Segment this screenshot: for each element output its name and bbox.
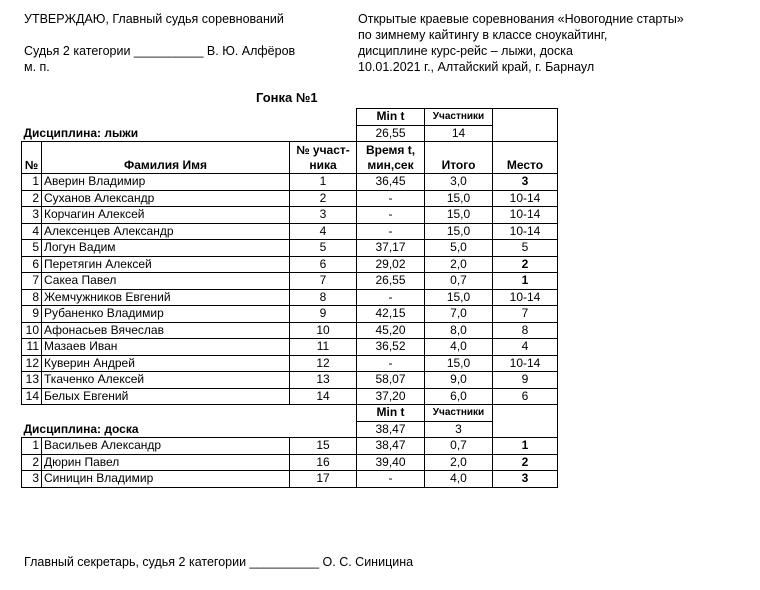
- bib-number: 6: [290, 256, 357, 273]
- row-number: 13: [22, 372, 42, 389]
- participant-name: Корчагин Алексей: [42, 207, 290, 224]
- race-time: 37,17: [357, 240, 425, 257]
- participant-name: Синицин Владимир: [42, 471, 290, 488]
- table-row: [22, 339, 558, 356]
- approval-line-1: УТВЕРЖДАЮ, Главный судья соревнований: [24, 12, 284, 26]
- table-row: [22, 240, 558, 257]
- ski-discipline-label: Дисциплина: лыжи: [22, 125, 357, 142]
- approval-line-3: м. п.: [24, 60, 50, 74]
- total-score: 0,7: [425, 273, 493, 290]
- bib-number: 5: [290, 240, 357, 257]
- row-number: 1: [22, 174, 42, 191]
- total-score: 2,0: [425, 454, 493, 471]
- participant-name: Аверин Владимир: [42, 174, 290, 191]
- race-time: -: [357, 207, 425, 224]
- row-number: 11: [22, 339, 42, 356]
- race-time: 45,20: [357, 322, 425, 339]
- total-score: 6,0: [425, 388, 493, 405]
- place: 3: [493, 471, 558, 488]
- bib-number: 2: [290, 190, 357, 207]
- event-line-2: по зимнему кайтингу в классе сноукайтинг,: [358, 28, 608, 42]
- place: 5: [493, 240, 558, 257]
- row-number: 7: [22, 273, 42, 290]
- race-time: 29,02: [357, 256, 425, 273]
- row-number: 4: [22, 223, 42, 240]
- table-row: [22, 174, 558, 191]
- footer-signature: Главный секретарь, судья 2 категории __________ О. С. Синицина: [24, 555, 414, 569]
- bib-number: 16: [290, 454, 357, 471]
- place: 10-14: [493, 190, 558, 207]
- row-number: 2: [22, 454, 42, 471]
- ski-min-t-value: 26,55: [357, 125, 425, 142]
- board-min-t-header: Min t: [357, 405, 425, 422]
- table-row: [22, 190, 558, 207]
- race-time: 38,47: [357, 438, 425, 455]
- total-score: 5,0: [425, 240, 493, 257]
- name-header: Фамилия Имя: [42, 142, 290, 174]
- row-number: 2: [22, 190, 42, 207]
- bib-number: 9: [290, 306, 357, 323]
- row-number: 3: [22, 471, 42, 488]
- board-participants-header: Участники: [425, 405, 493, 422]
- board-min-header-row: [22, 405, 558, 422]
- table-row: [22, 256, 558, 273]
- event-line-4: 10.01.2021 г., Алтайский край, г. Барнаул: [358, 60, 595, 74]
- participant-name: Афонасьев Вячеслав: [42, 322, 290, 339]
- bib-number: 7: [290, 273, 357, 290]
- place-header: Место: [493, 142, 558, 174]
- place: 3: [493, 174, 558, 191]
- row-number: 10: [22, 322, 42, 339]
- place: 8: [493, 322, 558, 339]
- results-table: [21, 108, 558, 488]
- num-header: №: [22, 142, 42, 174]
- race-time: -: [357, 289, 425, 306]
- race-time: 39,40: [357, 454, 425, 471]
- board-min-t-value: 38,47: [357, 421, 425, 438]
- total-score: 0,7: [425, 438, 493, 455]
- place: 1: [493, 273, 558, 290]
- ski-discipline-row: [22, 125, 558, 142]
- total-score: 4,0: [425, 471, 493, 488]
- participant-name: Алексенцев Александр: [42, 223, 290, 240]
- table-row: [22, 438, 558, 455]
- total-score: 3,0: [425, 174, 493, 191]
- race-time: 36,52: [357, 339, 425, 356]
- place: 10-14: [493, 355, 558, 372]
- row-number: 6: [22, 256, 42, 273]
- bib-number: 11: [290, 339, 357, 356]
- approval-line-2: Судья 2 категории __________ В. Ю. Алфёров: [24, 44, 296, 58]
- time-header-line-2: мин,сек: [367, 157, 414, 172]
- table-row: [22, 322, 558, 339]
- table-row: [22, 273, 558, 290]
- place: 2: [493, 256, 558, 273]
- total-score: 7,0: [425, 306, 493, 323]
- table-row: [22, 355, 558, 372]
- participant-name: Перетягин Алексей: [42, 256, 290, 273]
- row-number: 1: [22, 438, 42, 455]
- ski-participants-value: 14: [425, 125, 493, 142]
- total-score: 4,0: [425, 339, 493, 356]
- column-header-row: [22, 142, 558, 174]
- place: 6: [493, 388, 558, 405]
- participants-header: Участники: [425, 109, 493, 126]
- bib-number: 4: [290, 223, 357, 240]
- bib-number: 3: [290, 207, 357, 224]
- bib-number: 15: [290, 438, 357, 455]
- table-row: [22, 306, 558, 323]
- bib-number: 13: [290, 372, 357, 389]
- bib-number: 8: [290, 289, 357, 306]
- row-number: 9: [22, 306, 42, 323]
- place: 10-14: [493, 207, 558, 224]
- place: 7: [493, 306, 558, 323]
- race-time: -: [357, 223, 425, 240]
- bib-number: 12: [290, 355, 357, 372]
- race-time: 37,20: [357, 388, 425, 405]
- ski-min-header-row: [22, 109, 558, 126]
- race-title: Гонка №1: [256, 90, 318, 105]
- approval-block: [24, 11, 295, 75]
- table-row: [22, 372, 558, 389]
- total-header: Итого: [425, 142, 493, 174]
- total-score: 15,0: [425, 223, 493, 240]
- bib-number: 17: [290, 471, 357, 488]
- participant-name: Дюрин Павел: [42, 454, 290, 471]
- bib-number: 14: [290, 388, 357, 405]
- row-number: 5: [22, 240, 42, 257]
- race-time: -: [357, 471, 425, 488]
- event-line-3: дисциплине курс-рейс – лыжи, доска: [358, 44, 573, 58]
- total-score: 15,0: [425, 207, 493, 224]
- table-row: [22, 454, 558, 471]
- min-t-header: Min t: [357, 109, 425, 126]
- table-row: [22, 471, 558, 488]
- place: 4: [493, 339, 558, 356]
- place: 1: [493, 438, 558, 455]
- place: 10-14: [493, 223, 558, 240]
- board-discipline-label: Дисциплина: доска: [22, 421, 357, 438]
- total-score: 15,0: [425, 190, 493, 207]
- table-row: [22, 207, 558, 224]
- participant-name: Суханов Александр: [42, 190, 290, 207]
- participant-name: Ткаченко Алексей: [42, 372, 290, 389]
- bib-number: 1: [290, 174, 357, 191]
- participant-name: Мазаев Иван: [42, 339, 290, 356]
- race-time: 42,15: [357, 306, 425, 323]
- participant-name: Рубаненко Владимир: [42, 306, 290, 323]
- bib-header: [290, 142, 357, 174]
- bib-header-line-1: № участ-: [296, 142, 350, 157]
- bib-number: 10: [290, 322, 357, 339]
- table-row: [22, 223, 558, 240]
- place: 2: [493, 454, 558, 471]
- total-score: 2,0: [425, 256, 493, 273]
- row-number: 12: [22, 355, 42, 372]
- table-row: [22, 289, 558, 306]
- time-header: [357, 142, 425, 174]
- board-participants-value: 3: [425, 421, 493, 438]
- table-row: [22, 388, 558, 405]
- row-number: 14: [22, 388, 42, 405]
- event-line-1: Открытые краевые соревнования «Новогодние старты»: [358, 12, 684, 26]
- event-block: [358, 11, 684, 75]
- race-time: 26,55: [357, 273, 425, 290]
- bib-header-line-2: ника: [309, 157, 337, 172]
- total-score: 9,0: [425, 372, 493, 389]
- participant-name: Логун Вадим: [42, 240, 290, 257]
- race-time: 58,07: [357, 372, 425, 389]
- race-time: -: [357, 355, 425, 372]
- total-score: 8,0: [425, 322, 493, 339]
- board-discipline-row: [22, 421, 558, 438]
- participant-name: Васильев Александр: [42, 438, 290, 455]
- participant-name: Сакеа Павел: [42, 273, 290, 290]
- total-score: 15,0: [425, 355, 493, 372]
- participant-name: Куверин Андрей: [42, 355, 290, 372]
- total-score: 15,0: [425, 289, 493, 306]
- place: 9: [493, 372, 558, 389]
- row-number: 8: [22, 289, 42, 306]
- time-header-line-1: Время t,: [365, 142, 416, 157]
- row-number: 3: [22, 207, 42, 224]
- participant-name: Жемчужников Евгений: [42, 289, 290, 306]
- race-time: -: [357, 190, 425, 207]
- participant-name: Белых Евгений: [42, 388, 290, 405]
- race-time: 36,45: [357, 174, 425, 191]
- place: 10-14: [493, 289, 558, 306]
